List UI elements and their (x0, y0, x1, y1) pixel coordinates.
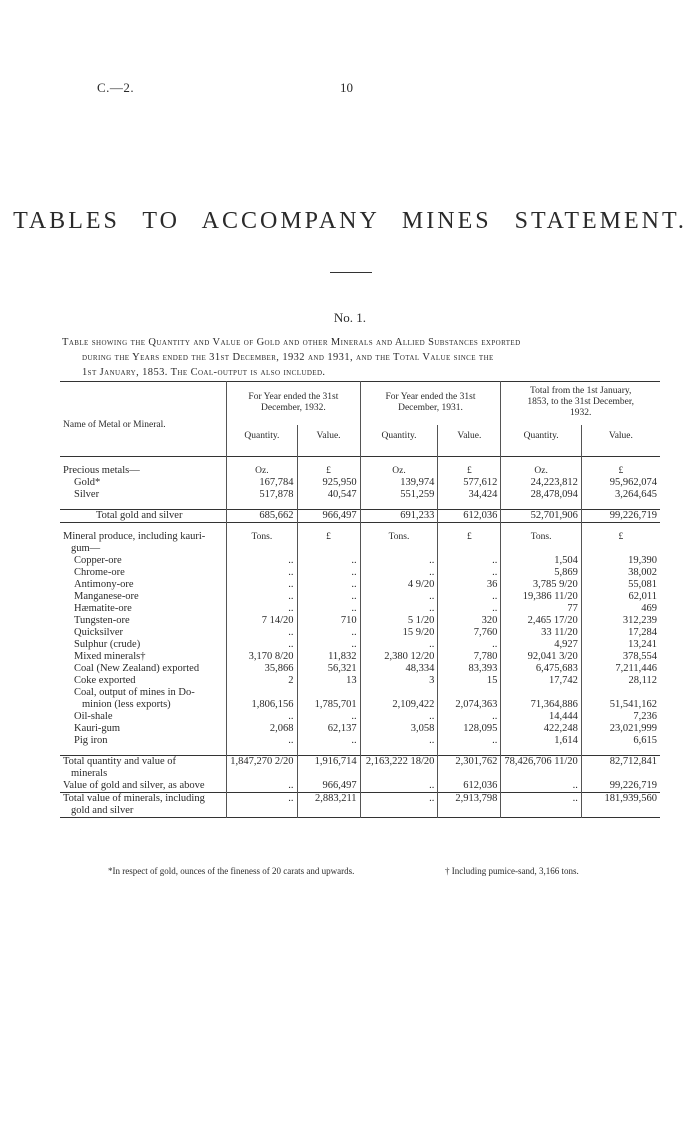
col-value-1932: Value. (297, 425, 360, 457)
cell-v3: 3,264,645 (581, 489, 660, 501)
cell-q3: 17,742 (501, 675, 581, 687)
cell-v3: 181,939,560 (581, 793, 660, 818)
cell-q3: 71,364,886 (501, 687, 581, 711)
cell-q3: 4,927 (501, 639, 581, 651)
cell-q2: .. (360, 603, 438, 615)
cell-q1: .. (227, 555, 297, 567)
row-label (60, 510, 227, 523)
row-label-text: Mineral produce, including kauri- (63, 531, 206, 542)
table-row (60, 756, 660, 781)
cell-q1: 7 14/20 (227, 615, 297, 627)
cell-v3: 7,236 (581, 711, 660, 723)
row-label (60, 687, 227, 711)
row-label (60, 675, 227, 687)
cell-v1: 1,785,701 (297, 687, 360, 711)
cell-q3: 28,478,094 (501, 489, 581, 501)
row-label-text: Sulphur (crude) (74, 639, 141, 650)
row-label (60, 780, 227, 793)
table-row (60, 735, 660, 747)
cell-v3: 23,021,999 (581, 723, 660, 735)
row-label (60, 723, 227, 735)
cell-v3: 51,541,162 (581, 687, 660, 711)
table-row (60, 627, 660, 639)
caption-line-1: Table showing the Quantity and Value of Gold and other Minerals and Allied Substances exported (62, 337, 521, 348)
row-label-text: Precious metals— (63, 465, 140, 476)
cell-q1: .. (227, 735, 297, 747)
table-row (60, 531, 660, 555)
cell-v1: 40,547 (297, 489, 360, 501)
row-label-text: Coal, output of mines in Do- (74, 687, 195, 698)
cell-v1: £ (297, 465, 360, 477)
cell-q2: 5 1/20 (360, 615, 438, 627)
caption-line-2: during the Years ended the 31st December, 1932 and 1931, and the Total Value since the (82, 352, 494, 363)
spacer-row (60, 747, 660, 756)
cell-q1: Tons. (227, 531, 297, 555)
cell-q3: .. (501, 793, 581, 818)
cell-v3: £ (581, 531, 660, 555)
cell-q3: Tons. (501, 531, 581, 555)
cell-v1: £ (297, 531, 360, 555)
cell-q2: 2,163,222 18/20 (360, 756, 438, 781)
table-caption (62, 335, 662, 380)
cell-v3: 7,211,446 (581, 663, 660, 675)
cell-v3: 55,081 (581, 579, 660, 591)
table-row (60, 780, 660, 793)
table-row (60, 793, 660, 818)
cell-q1: 2 (227, 675, 297, 687)
row-label-continued: minerals (71, 768, 108, 779)
cell-q1: 35,866 (227, 663, 297, 675)
row-label (60, 465, 227, 477)
cell-q1: 167,784 (227, 477, 297, 489)
cell-v3: 62,011 (581, 591, 660, 603)
cell-q1: .. (227, 579, 297, 591)
cell-q2: .. (360, 711, 438, 723)
row-label (60, 555, 227, 567)
row-label (60, 639, 227, 651)
cell-q3: 14,444 (501, 711, 581, 723)
title-rule (330, 272, 372, 273)
spacer-row (60, 457, 660, 466)
table-row (60, 555, 660, 567)
cell-q2: 139,974 (360, 477, 438, 489)
cell-v1: .. (297, 603, 360, 615)
cell-v2: 577,612 (438, 477, 501, 489)
cell-v2: .. (438, 555, 501, 567)
row-label-text: Antimony-ore (74, 579, 134, 590)
cell-q3: .. (501, 780, 581, 793)
row-label-text: Coal (New Zealand) exported (74, 663, 200, 674)
table-row (60, 663, 660, 675)
cell-q3: 2,465 17/20 (501, 615, 581, 627)
row-label-text: Pig iron (74, 735, 108, 746)
table-row (60, 579, 660, 591)
cell-q1: 3,170 8/20 (227, 651, 297, 663)
col-quantity-1932: Quantity. (227, 425, 297, 457)
table-row (60, 489, 660, 501)
cell-v2: 34,424 (438, 489, 501, 501)
col-quantity-total: Quantity. (501, 425, 581, 457)
cell-q3: 1,614 (501, 735, 581, 747)
row-label-text: Gold* (74, 477, 101, 488)
row-label-text: Copper-ore (74, 555, 122, 566)
row-label-text: Quicksilver (74, 627, 123, 638)
cell-q3: 33 11/20 (501, 627, 581, 639)
cell-v2: .. (438, 603, 501, 615)
cell-q2: Oz. (360, 465, 438, 477)
cell-q1: .. (227, 639, 297, 651)
table-row (60, 651, 660, 663)
table-number: No. 1. (333, 310, 367, 325)
cell-q2: 3,058 (360, 723, 438, 735)
cell-v3: £ (581, 465, 660, 477)
cell-q2: 551,259 (360, 489, 438, 501)
cell-q1: 2,068 (227, 723, 297, 735)
cell-v1: 11,832 (297, 651, 360, 663)
cell-v1: .. (297, 555, 360, 567)
row-label (60, 603, 227, 615)
cell-q1: .. (227, 627, 297, 639)
cell-q3: 5,869 (501, 567, 581, 579)
cell-q2: .. (360, 793, 438, 818)
cell-v3: 95,962,074 (581, 477, 660, 489)
row-label-continued: gum— (71, 543, 101, 554)
cell-v1: 1,916,714 (297, 756, 360, 781)
cell-q1: Oz. (227, 465, 297, 477)
row-label (60, 477, 227, 489)
row-label-text: Kauri-gum (74, 723, 121, 734)
spacer-row (60, 523, 660, 532)
cell-q1: 517,878 (227, 489, 297, 501)
row-label-text: Manganese-ore (74, 591, 139, 602)
footnote-mixed-minerals: † Including pumice-sand, 3,166 tons. (445, 866, 579, 876)
cell-v3: 28,112 (581, 675, 660, 687)
row-label-text: Hæmatite-ore (74, 603, 132, 614)
cell-v2: £ (438, 531, 501, 555)
row-label-text: Total gold and silver (96, 510, 183, 521)
row-label (60, 627, 227, 639)
cell-q3: 422,248 (501, 723, 581, 735)
row-label (60, 793, 227, 818)
cell-v3: 99,226,719 (581, 780, 660, 793)
cell-v2: 7,780 (438, 651, 501, 663)
cell-q1: .. (227, 603, 297, 615)
cell-q2: .. (360, 567, 438, 579)
cell-v1: 2,883,211 (297, 793, 360, 818)
cell-v1: 13 (297, 675, 360, 687)
cell-v3: 469 (581, 603, 660, 615)
cell-v2: .. (438, 735, 501, 747)
row-label (60, 663, 227, 675)
row-label-text: Value of gold and silver, as above (63, 780, 205, 791)
cell-v2: 2,913,798 (438, 793, 501, 818)
cell-q1: .. (227, 780, 297, 793)
cell-q3: 1,504 (501, 555, 581, 567)
cell-v3: 13,241 (581, 639, 660, 651)
cell-q2: 15 9/20 (360, 627, 438, 639)
row-label-continued: gold and silver (71, 805, 134, 816)
col-value-1931: Value. (438, 425, 501, 457)
cell-v2: £ (438, 465, 501, 477)
cell-v2: .. (438, 639, 501, 651)
cell-q3: 92,041 3/20 (501, 651, 581, 663)
cell-q3: 6,475,683 (501, 663, 581, 675)
cell-v1: 925,950 (297, 477, 360, 489)
row-label-text: Silver (74, 489, 100, 500)
col-value-total: Value. (581, 425, 660, 457)
cell-q2: .. (360, 639, 438, 651)
cell-q2: Tons. (360, 531, 438, 555)
row-label (60, 651, 227, 663)
cell-v2: 320 (438, 615, 501, 627)
row-label (60, 579, 227, 591)
cell-q1: .. (227, 591, 297, 603)
cell-v1: 710 (297, 615, 360, 627)
table-row (60, 675, 660, 687)
cell-v3: 99,226,719 (581, 510, 660, 523)
cell-v1: .. (297, 567, 360, 579)
row-label (60, 711, 227, 723)
cell-q2: 3 (360, 675, 438, 687)
cell-v1: .. (297, 591, 360, 603)
table-row (60, 591, 660, 603)
cell-v3: 378,554 (581, 651, 660, 663)
col-quantity-1931: Quantity. (360, 425, 438, 457)
cell-q2: .. (360, 735, 438, 747)
cell-v2: .. (438, 567, 501, 579)
cell-v3: 312,239 (581, 615, 660, 627)
cell-v2: 83,393 (438, 663, 501, 675)
row-label-text: Total quantity and value of (63, 756, 176, 767)
table-row (60, 567, 660, 579)
cell-q2: 2,380 12/20 (360, 651, 438, 663)
cell-q1: .. (227, 711, 297, 723)
cell-v2: 36 (438, 579, 501, 591)
cell-v1: 966,497 (297, 510, 360, 523)
cell-v2: 2,074,363 (438, 687, 501, 711)
cell-q1: 1,847,270 2/20 (227, 756, 297, 781)
row-label-text: Total value of minerals, including (63, 793, 205, 804)
table-row (60, 639, 660, 651)
footnote-gold: *In respect of gold, ounces of the fineness of 20 carats and upwards. (108, 866, 355, 876)
cell-q3: Oz. (501, 465, 581, 477)
cell-q2: .. (360, 555, 438, 567)
row-label-text: Chrome-ore (74, 567, 125, 578)
cell-q3: 77 (501, 603, 581, 615)
table-row (60, 510, 660, 523)
cell-v2: .. (438, 711, 501, 723)
cell-q2: 4 9/20 (360, 579, 438, 591)
row-label-text: Coke exported (74, 675, 136, 686)
cell-v2: 612,036 (438, 510, 501, 523)
cell-v2: 7,760 (438, 627, 501, 639)
row-label (60, 735, 227, 747)
cell-v3: 82,712,841 (581, 756, 660, 781)
document-reference: C.—2. (97, 80, 135, 95)
col-header-name: Name of Metal or Mineral. (63, 420, 166, 430)
cell-v1: .. (297, 579, 360, 591)
row-label-continued: minion (less exports) (82, 699, 171, 710)
row-label-text: Tungsten-ore (74, 615, 130, 626)
cell-v3: 6,615 (581, 735, 660, 747)
row-label-text: Mixed minerals† (74, 651, 146, 662)
table-row (60, 477, 660, 489)
cell-q2: .. (360, 780, 438, 793)
cell-q1: .. (227, 567, 297, 579)
row-label (60, 756, 227, 781)
col-header-total: Total from the 1st January, 1853, to the 31st December, 1932. (501, 382, 660, 426)
col-header-1932: For Year ended the 31st December, 1932. (227, 382, 360, 426)
table-row (60, 687, 660, 711)
page-number: 10 (340, 80, 353, 95)
cell-v2: 15 (438, 675, 501, 687)
row-label-text: Oil-shale (74, 711, 113, 722)
cell-q3: 24,223,812 (501, 477, 581, 489)
cell-q2: .. (360, 591, 438, 603)
cell-v3: 19,390 (581, 555, 660, 567)
cell-v3: 38,002 (581, 567, 660, 579)
cell-v1: .. (297, 711, 360, 723)
cell-v2: .. (438, 591, 501, 603)
table-row (60, 723, 660, 735)
cell-v2: 128,095 (438, 723, 501, 735)
cell-q1: .. (227, 793, 297, 818)
cell-q3: 3,785 9/20 (501, 579, 581, 591)
cell-v1: .. (297, 735, 360, 747)
cell-q3: 78,426,706 11/20 (501, 756, 581, 781)
row-label (60, 591, 227, 603)
table-row (60, 603, 660, 615)
spacer-row (60, 501, 660, 510)
caption-line-3: 1st January, 1853. The Coal-output is also included. (82, 367, 326, 378)
cell-v1: 62,137 (297, 723, 360, 735)
cell-q3: 19,386 11/20 (501, 591, 581, 603)
row-label (60, 615, 227, 627)
cell-q1: 1,806,156 (227, 687, 297, 711)
cell-v3: 17,284 (581, 627, 660, 639)
cell-q3: 52,701,906 (501, 510, 581, 523)
cell-v1: .. (297, 627, 360, 639)
page-title: TABLES TO ACCOMPANY MINES STATEMENT. (13, 208, 687, 234)
row-label (60, 489, 227, 501)
cell-v1: .. (297, 639, 360, 651)
cell-v1: 56,321 (297, 663, 360, 675)
row-label (60, 531, 227, 555)
col-header-1931: For Year ended the 31st December, 1931. (360, 382, 501, 426)
table-row (60, 711, 660, 723)
cell-v2: 2,301,762 (438, 756, 501, 781)
cell-q1: 685,662 (227, 510, 297, 523)
minerals-table (60, 381, 660, 818)
cell-q2: 691,233 (360, 510, 438, 523)
row-label (60, 567, 227, 579)
cell-v2: 612,036 (438, 780, 501, 793)
cell-q2: 48,334 (360, 663, 438, 675)
cell-v1: 966,497 (297, 780, 360, 793)
table-row (60, 615, 660, 627)
table-row (60, 465, 660, 477)
cell-q2: 2,109,422 (360, 687, 438, 711)
